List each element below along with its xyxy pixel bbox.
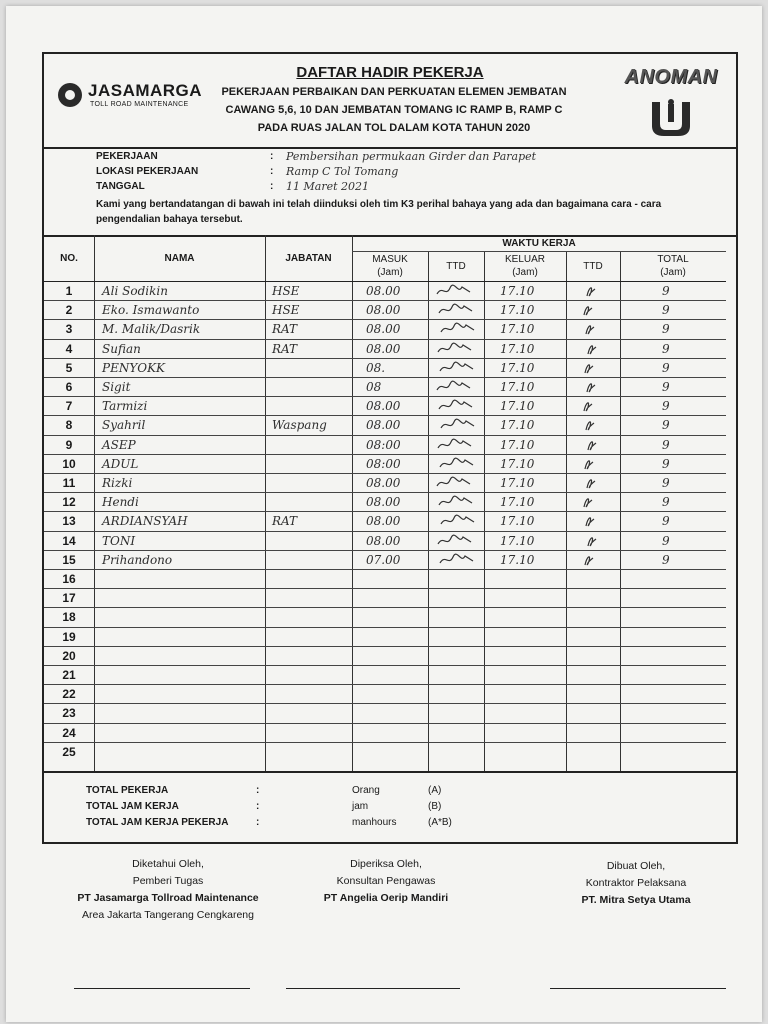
total-hours: 9 <box>662 437 670 452</box>
table-row-divider <box>44 627 726 628</box>
row-number: 4 <box>65 341 73 356</box>
column-divider <box>94 235 95 771</box>
table-row-divider <box>44 588 726 589</box>
table-row-divider <box>44 473 726 474</box>
time-in: 08:00 <box>366 437 401 452</box>
row-number: 5 <box>65 360 73 375</box>
time-in: 08.00 <box>366 341 401 356</box>
row-number: 23 <box>62 706 76 721</box>
total-hours: 9 <box>662 456 670 471</box>
tanggal-value: 11 Maret 2021 <box>286 180 369 193</box>
table-row-divider <box>44 377 726 378</box>
worker-name: Sufian <box>102 341 141 356</box>
time-in: 08.00 <box>366 322 401 337</box>
footer-right-company: PT. Mitra Setya Utama <box>581 894 691 906</box>
row-number: 2 <box>65 303 73 318</box>
total-hours: 9 <box>662 533 670 548</box>
signature-in <box>436 552 476 567</box>
company-name: JASAMARGA <box>88 81 203 100</box>
header-no: NO. <box>60 253 78 264</box>
worker-name: Syahril <box>102 418 146 433</box>
worker-name: Eko. Ismawanto <box>102 303 200 318</box>
signature-out <box>574 533 614 548</box>
total-manhours-unit: manhours <box>352 817 397 828</box>
header-masuk <box>352 253 428 279</box>
worker-name: Prihandono <box>102 552 173 567</box>
time-out: 17.10 <box>500 341 535 356</box>
total-hours: 9 <box>662 399 670 414</box>
time-out: 17.10 <box>500 533 535 548</box>
time-out: 17.10 <box>500 399 535 414</box>
table-row-divider <box>44 531 726 532</box>
row-number: 8 <box>65 418 73 433</box>
header-nama: NAMA <box>164 253 195 264</box>
column-divider <box>265 235 266 771</box>
signature-out <box>574 379 614 394</box>
signature-line-right <box>550 988 726 989</box>
time-in: 08.00 <box>366 495 401 510</box>
table-row-divider <box>44 607 726 608</box>
induction-statement: Kami yang bertandatangan di bawah ini telah diinduksi oleh tim K3 perihal bahaya yang ada dan bagaimana cara - cara pengendalian bahaya tersebut. <box>96 199 662 225</box>
row-number: 18 <box>62 610 76 625</box>
header-masuk-label: MASUK <box>372 254 408 265</box>
signature-in <box>436 494 476 509</box>
table-row-divider <box>44 665 726 666</box>
time-in: 08. <box>366 360 386 375</box>
row-number: 9 <box>65 437 73 452</box>
worker-name: TONI <box>102 533 136 548</box>
time-in: 08.00 <box>366 284 401 298</box>
project-line-1: PEKERJAAN PERBAIKAN DAN PERKUATAN ELEMEN JEMBATAN <box>221 86 567 98</box>
row-number: 14 <box>62 533 76 548</box>
worker-name: Ali Sodikin <box>102 284 168 298</box>
table-row-divider <box>44 319 726 320</box>
row-number: 15 <box>62 552 76 567</box>
footer-center-company: PT Angelia Oerip Mandiri <box>323 892 449 904</box>
header-ttd-masuk: TTD <box>446 261 466 272</box>
signature-out <box>574 283 614 298</box>
total-pekerja-label: TOTAL PEKERJA <box>86 785 169 796</box>
lokasi-label: LOKASI PEKERJAAN <box>96 166 199 177</box>
document-title: DAFTAR HADIR PEKERJA <box>296 64 484 81</box>
colon: : <box>270 151 274 162</box>
signature-in <box>436 321 476 336</box>
worker-position: RAT <box>272 341 298 356</box>
jasamarga-logo <box>58 80 208 120</box>
table-row-divider <box>44 684 726 685</box>
time-out: 17.10 <box>500 284 535 298</box>
signature-out <box>574 360 614 375</box>
signature-in <box>436 456 476 471</box>
row-number: 17 <box>62 591 76 606</box>
anoman-emblem-icon <box>648 98 694 138</box>
worker-position: HSE <box>272 303 300 318</box>
attendance-table <box>44 235 736 771</box>
row-number: 1 <box>65 284 73 298</box>
total-hours: 9 <box>662 418 670 433</box>
table-row-divider <box>44 723 726 724</box>
total-hours: 9 <box>662 303 670 318</box>
time-in: 08.00 <box>366 533 401 548</box>
worker-name: Rizki <box>102 476 133 490</box>
header-masuk-unit: (Jam) <box>377 267 403 278</box>
signature-in <box>436 475 476 490</box>
total-hours: 9 <box>662 360 670 375</box>
time-in: 08 <box>366 380 382 394</box>
signature-out <box>574 398 614 413</box>
project-line-3: PADA RUAS JALAN TOL DALAM KOTA TAHUN 2020 <box>257 122 531 134</box>
table-row-divider <box>44 569 726 570</box>
signature-line-center <box>286 988 460 989</box>
total-jam-kerja-code: (B) <box>428 801 442 812</box>
footer-left-area: Area Jakarta Tangerang Cengkareng <box>81 909 254 921</box>
time-in: 08.00 <box>366 514 401 529</box>
totals-section <box>44 771 736 844</box>
colon: : <box>256 785 260 796</box>
column-divider <box>352 235 353 771</box>
anoman-logo <box>616 62 726 144</box>
table-row-divider <box>44 358 726 359</box>
worker-name: Sigit <box>102 380 131 394</box>
worker-name: ASEP <box>102 437 136 452</box>
table-row-divider <box>44 339 726 340</box>
time-in: 08.00 <box>366 303 401 318</box>
time-out: 17.10 <box>500 552 535 567</box>
signature-in <box>436 513 476 528</box>
row-number: 12 <box>62 495 76 510</box>
time-out: 17.10 <box>500 514 535 529</box>
signature-in <box>436 398 476 413</box>
colon: : <box>256 801 260 812</box>
header-waktu-kerja: WAKTU KERJA <box>502 238 576 249</box>
total-hours: 9 <box>662 284 670 298</box>
footer-kontraktor-pelaksana <box>556 858 716 909</box>
signature-out <box>574 321 614 336</box>
signature-in <box>436 533 476 548</box>
worker-name: M. Malik/Dasrik <box>102 322 201 337</box>
anoman-logo-text: ANOMAN <box>624 66 718 88</box>
time-in: 08:00 <box>366 456 401 471</box>
jasamarga-logo-icon <box>58 83 82 107</box>
worker-position: Waspang <box>272 418 327 433</box>
time-out: 17.10 <box>500 437 535 452</box>
header-keluar-unit: (Jam) <box>512 267 538 278</box>
total-hours: 9 <box>662 495 670 510</box>
header-ttd-keluar: TTD <box>583 261 603 272</box>
footer-left-company: PT Jasamarga Tollroad Maintenance <box>77 892 259 904</box>
row-number: 3 <box>65 322 73 337</box>
time-out: 17.10 <box>500 456 535 471</box>
total-hours: 9 <box>662 552 670 567</box>
signature-out <box>574 417 614 432</box>
table-row-divider <box>44 396 726 397</box>
total-jam-kerja-label: TOTAL JAM KERJA <box>86 801 179 812</box>
signature-in <box>436 341 476 356</box>
worker-position: HSE <box>272 284 300 298</box>
worker-position: RAT <box>272 322 298 337</box>
footer-pemberi-tugas <box>58 856 278 924</box>
signature-out <box>574 475 614 490</box>
row-number: 24 <box>62 725 76 740</box>
signature-out <box>574 456 614 471</box>
header-jabatan: JABATAN <box>285 253 332 264</box>
signature-in <box>436 437 476 452</box>
worker-name: PENYOKK <box>102 360 166 375</box>
signature-out <box>574 341 614 356</box>
total-pekerja-code: (A) <box>428 785 442 796</box>
signature-line-left <box>74 988 250 989</box>
lokasi-value: Ramp C Tol Tomang <box>286 165 399 178</box>
row-number: 13 <box>62 514 76 529</box>
time-out: 17.10 <box>500 380 535 394</box>
footer-left-line-1: Diketahui Oleh, <box>132 858 204 870</box>
signature-out <box>574 494 614 509</box>
footer-right-line-2: Kontraktor Pelaksana <box>585 877 687 889</box>
table-row-divider <box>44 492 726 493</box>
row-number: 19 <box>62 629 76 644</box>
header-total-unit: (Jam) <box>660 267 686 278</box>
colon: : <box>256 817 260 828</box>
total-hours: 9 <box>662 514 670 529</box>
table-row-divider <box>44 511 726 512</box>
header-keluar <box>484 253 566 279</box>
signature-out <box>574 302 614 317</box>
row-number: 11 <box>62 476 76 490</box>
header-bottom-line <box>44 281 726 282</box>
time-out: 17.10 <box>500 418 535 433</box>
row-number: 7 <box>65 399 73 414</box>
total-hours: 9 <box>662 380 670 394</box>
pekerjaan-value: Pembersihan permukaan Girder dan Parapet <box>286 150 537 163</box>
worker-name: Tarmizi <box>102 399 148 414</box>
total-hours: 9 <box>662 341 670 356</box>
form-frame <box>42 52 738 844</box>
time-in: 08.00 <box>366 476 401 490</box>
total-jam-kerja-unit: jam <box>352 801 369 812</box>
worker-position: RAT <box>272 514 298 529</box>
job-info-section <box>44 147 736 237</box>
signature-out <box>574 552 614 567</box>
total-hours: 9 <box>662 322 670 337</box>
header-divider <box>352 251 726 252</box>
time-out: 17.10 <box>500 322 535 337</box>
table-row-divider <box>44 415 726 416</box>
table-row-divider <box>44 646 726 647</box>
form-header <box>44 54 736 149</box>
time-in: 07.00 <box>366 552 401 567</box>
row-number: 10 <box>62 456 76 471</box>
signature-in <box>436 302 476 317</box>
colon: : <box>270 166 274 177</box>
worker-name: ADUL <box>102 456 139 471</box>
time-out: 17.10 <box>500 360 535 375</box>
row-number: 6 <box>65 380 73 394</box>
time-out: 17.10 <box>500 303 535 318</box>
total-pekerja-unit: Orang <box>352 785 380 796</box>
table-row-divider <box>44 454 726 455</box>
footer-left-line-2: Pemberi Tugas <box>132 875 204 887</box>
row-number: 21 <box>62 668 76 682</box>
footer-center-line-1: Diperiksa Oleh, <box>350 858 422 870</box>
pekerjaan-label: PEKERJAAN <box>96 151 158 162</box>
row-number: 22 <box>62 687 76 702</box>
signature-out <box>574 437 614 452</box>
footer-konsultan-pengawas <box>296 856 476 907</box>
table-row-divider <box>44 300 726 301</box>
table-row-divider <box>44 703 726 704</box>
tanggal-label: TANGGAL <box>96 181 145 192</box>
total-manhours-code: (A*B) <box>428 817 452 828</box>
table-row-divider <box>44 742 726 743</box>
table-row-divider <box>44 550 726 551</box>
signature-out <box>574 513 614 528</box>
total-hours: 9 <box>662 476 670 490</box>
colon: : <box>270 181 274 192</box>
total-jam-kerja-pekerja-label: TOTAL JAM KERJA PEKERJA <box>86 817 229 828</box>
row-number: 25 <box>62 744 76 759</box>
worker-name: ARDIANSYAH <box>102 514 188 529</box>
time-out: 17.10 <box>500 495 535 510</box>
time-out: 17.10 <box>500 476 535 490</box>
header-keluar-label: KELUAR <box>504 254 545 265</box>
company-subtitle: TOLL ROAD MAINTENANCE <box>90 101 189 108</box>
header-total <box>620 253 726 279</box>
signature-in <box>436 379 476 394</box>
project-line-2: CAWANG 5,6, 10 DAN JEMBATAN TOMANG IC RAMP B, RAMP C <box>225 104 563 116</box>
table-row-divider <box>44 435 726 436</box>
signature-in <box>436 283 476 298</box>
time-in: 08.00 <box>366 399 401 414</box>
header-total-label: TOTAL <box>657 254 689 265</box>
worker-name: Hendi <box>102 495 139 510</box>
time-in: 08.00 <box>366 418 401 433</box>
signature-in <box>436 360 476 375</box>
footer-right-line-1: Dibuat Oleh, <box>606 860 666 872</box>
footer-center-line-2: Konsultan Pengawas <box>336 875 436 887</box>
signature-in <box>436 417 476 432</box>
row-number: 16 <box>62 572 76 586</box>
row-number: 20 <box>62 648 76 663</box>
